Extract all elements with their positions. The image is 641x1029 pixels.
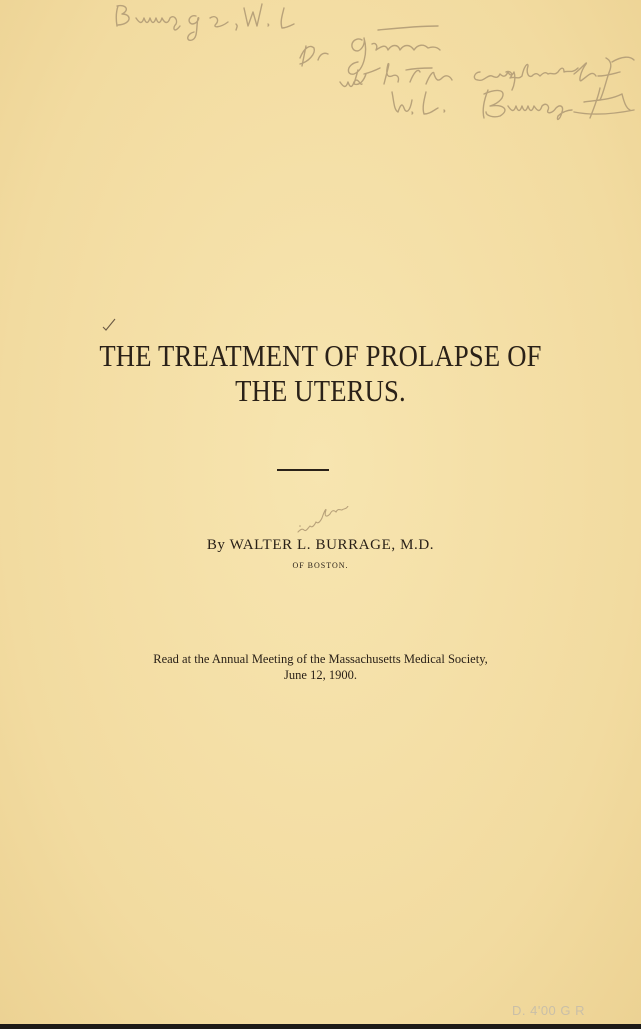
author-byline [150, 537, 491, 554]
title-line-2: THE UTERUS. [235, 373, 406, 408]
reading-note-line-2: June 12, 1900. [284, 668, 357, 682]
byline-prefix: By [206, 537, 226, 553]
page-bottom-edge [0, 1024, 641, 1029]
reading-note [90, 651, 551, 683]
title-divider [277, 469, 329, 471]
margin-handwriting [296, 506, 356, 536]
pencil-check-mark [101, 318, 117, 332]
author-name: WALTER L. BURRAGE, M.D. [229, 537, 435, 553]
handwritten-inscription [0, 0, 641, 140]
accession-stamp: D. 4'00 G R [512, 1003, 586, 1018]
reading-note-line-1: Read at the Annual Meeting of the Massachusetts Medical Society, [153, 652, 488, 666]
inscription-drawing [0, 0, 641, 140]
author-location: OF BOSTON. [292, 561, 349, 570]
title-line-1: THE TREATMENT OF PROLAPSE OF [99, 338, 542, 373]
